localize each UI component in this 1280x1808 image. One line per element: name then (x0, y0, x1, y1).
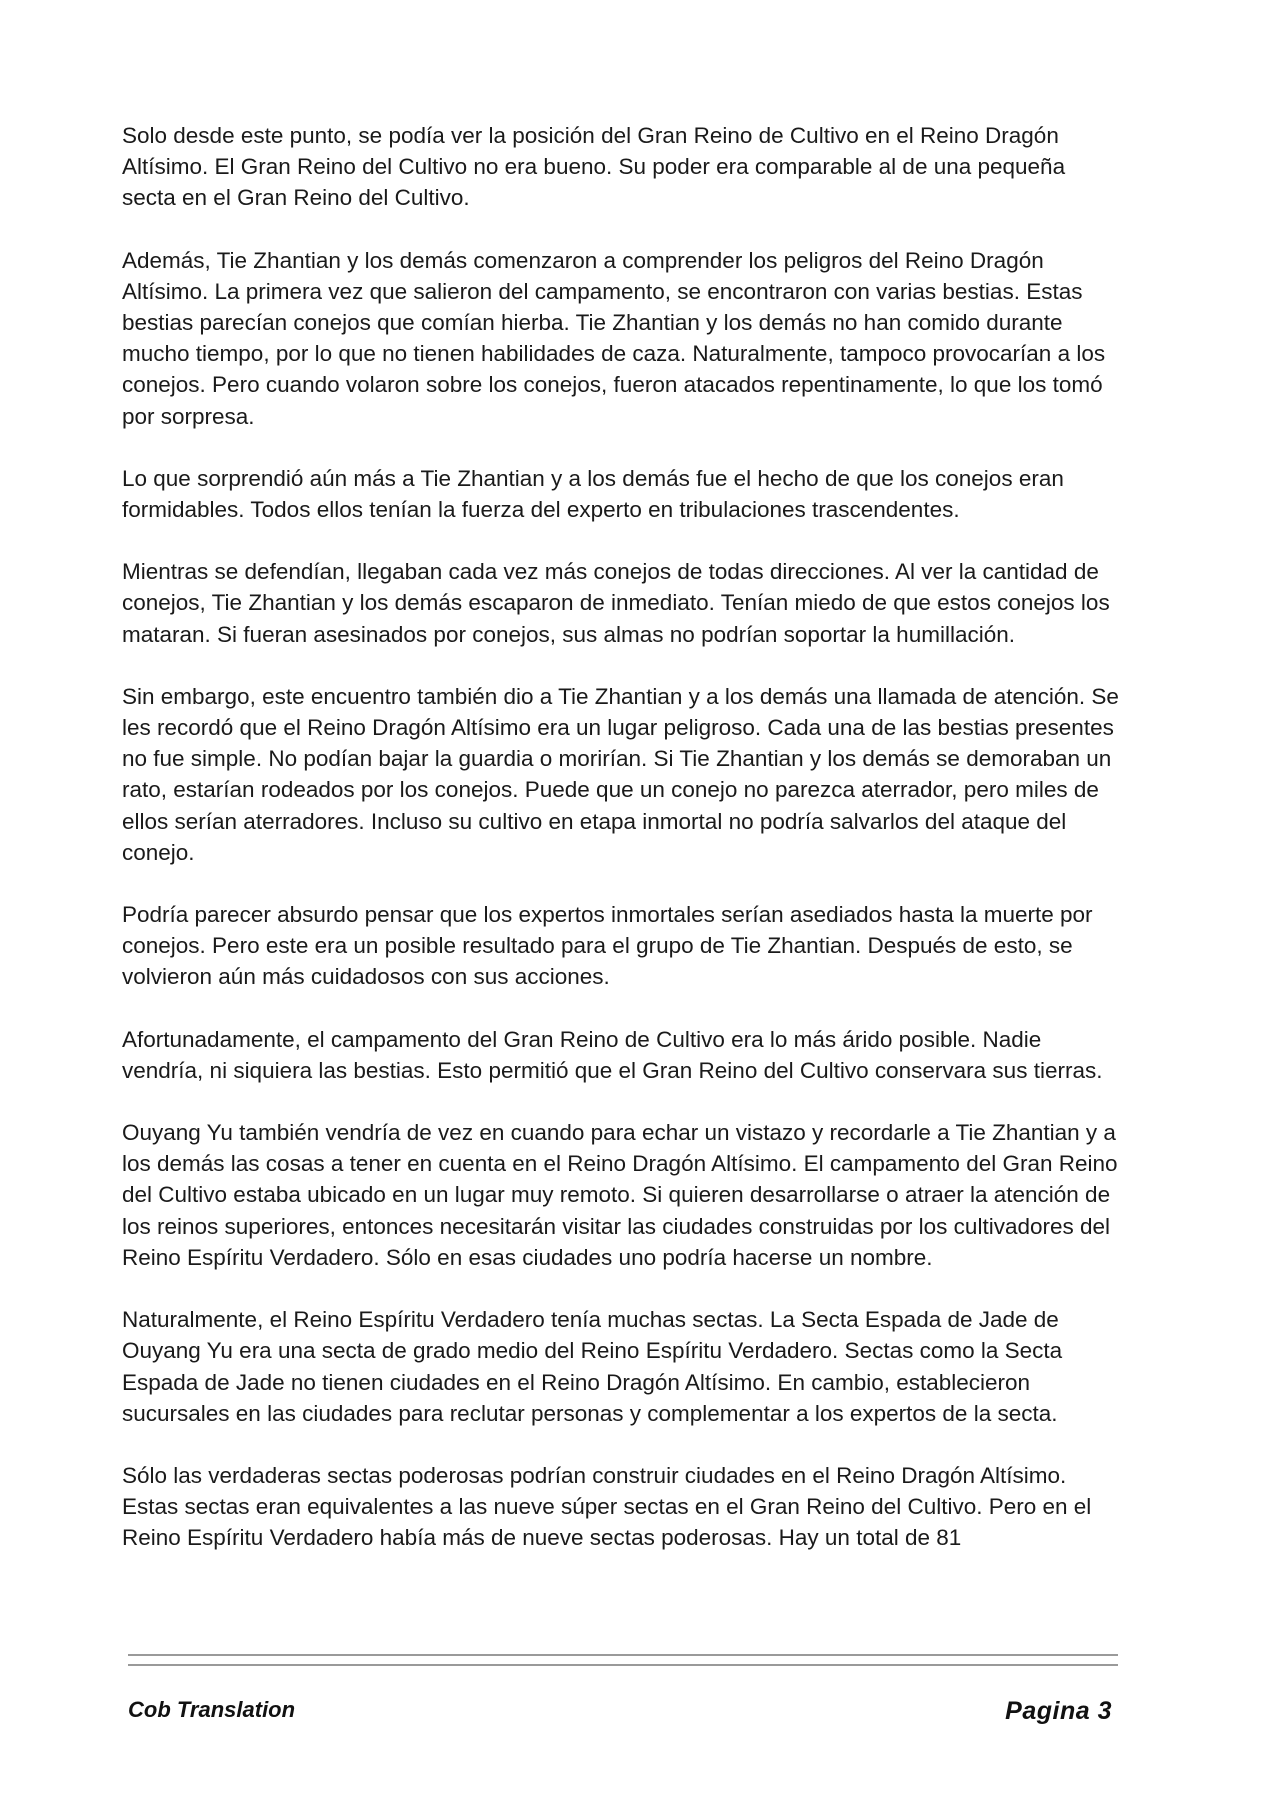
paragraph-8: Ouyang Yu también vendría de vez en cuando para echar un vistazo y recordarle a Tie Zhantian y a los demás las cosas a tener en cuenta en el Reino Dragón Altísimo. El campamento del Gran Reino del Cultivo estaba ubicado en un lugar muy remoto. Si quieren desarrollarse o atraer la atención de los reinos superiores, entonces necesitarán visitar las ciudades construidas por los cultivadores del Reino Espíritu Verdadero. Sólo en esas ciudades uno podría hacerse un nombre. (122, 1120, 1118, 1270)
footer-translator-name: Cob Translation (128, 1697, 296, 1722)
paragraph-3: Lo que sorprendió aún más a Tie Zhantian y a los demás fue el hecho de que los conejos eran formidables. Todos ellos tenían la fuerza del experto en tribulaciones trascendentes. (122, 465, 1064, 523)
paragraph-1: Solo desde este punto, se podía ver la posición del Gran Reino de Cultivo en el Reino Dragón Altísimo. El Gran Reino del Cultivo no era bueno. Su poder era comparable al de una pequeña secta en el Gran Reino del Cultivo. (122, 123, 1066, 211)
paragraph-9: Naturalmente, el Reino Espíritu Verdadero tenía muchas sectas. La Secta Espada de Jade de Ouyang Yu era una secta de grado medio del Reino Espíritu Verdadero. Sectas como la Secta Espada de Jade no tienen ciudades en el Reino Dragón Altísimo. En cambio, establecieron sucursales en las ciudades para reclutar personas y complementar a los expertos de la secta. (122, 1307, 1063, 1426)
paragraph-5: Sin embargo, este encuentro también dio a Tie Zhantian y a los demás una llamada de atención. Se les recordó que el Reino Dragón Altísimo era un lugar peligroso. Cada una de las bestias presentes no fue simple. No podían bajar la guardia o morirían. Si Tie Zhantian y los demás se demoraban un rato, estarían rodeados por los conejos. Puede que un conejo no parezca aterrador, pero miles de ellos serían aterradores. Incluso su cultivo en etapa inmortal no podría salvarlos del ataque del conejo. (122, 683, 1119, 865)
paragraph-6: Podría parecer absurdo pensar que los expertos inmortales serían asediados hasta la muerte por conejos. Pero este era un posible resultado para el grupo de Tie Zhantian. Después de esto, se volvieron aún más cuidadosos con sus acciones. (122, 902, 1093, 990)
footer-divider-bottom (128, 1664, 1118, 1666)
paragraph-2: Además, Tie Zhantian y los demás comenzaron a comprender los peligros del Reino Dragón Altísimo. La primera vez que salieron del campamento, se encontraron con varias bestias. Estas bestias parecían conejos que comían hierba. Tie Zhantian y los demás no han comido durante mucho tiempo, por lo que no tienen habilidades de caza. Naturalmente, tampoco provocarían a los conejos. Pero cuando volaron sobre los conejos, fueron atacados repentinamente, lo que los tomó por sorpresa. (122, 247, 1106, 429)
document-body (122, 120, 1124, 1554)
footer-divider-top (128, 1654, 1118, 1656)
paragraph-7: Afortunadamente, el campamento del Gran Reino de Cultivo era lo más árido posible. Nadie vendría, ni siquiera las bestias. Esto permitió que el Gran Reino del Cultivo conservara sus tierras. (122, 1026, 1103, 1083)
footer-page-number: Pagina 3 (1005, 1697, 1112, 1725)
paragraph-10: Sólo las verdaderas sectas poderosas podrían construir ciudades en el Reino Dragón Altísimo. Estas sectas eran equivalentes a las nueve súper sectas en el Gran Reino del Cultivo. Pero en el Reino Espíritu Verdadero había más de nueve sectas poderosas. Hay un total de 81 (122, 1462, 1092, 1551)
paragraph-4: Mientras se defendían, llegaban cada vez más conejos de todas direcciones. Al ver la cantidad de conejos, Tie Zhantian y los demás escaparon de inmediato. Tenían miedo de que estos conejos los mataran. Si fueran asesinados por conejos, sus almas no podrían soportar la humillación. (122, 559, 1110, 647)
